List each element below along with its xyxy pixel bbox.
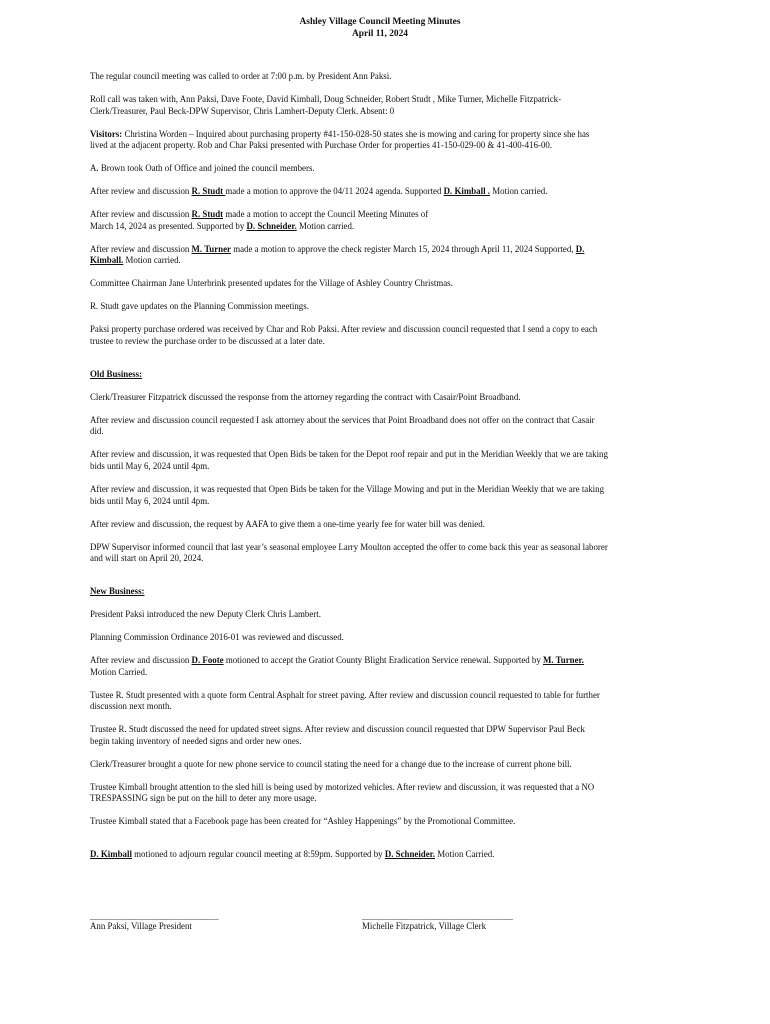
visitors-line-2: lived at the adjacent property. Rob and Char Paksi presented with Purchase Order for properties 41-150-029-00 & 41-400-416-00.	[90, 140, 553, 151]
new-business-p1: President Paksi introduced the new Deputy Clerk Chris Lambert.	[90, 609, 321, 620]
minutes-motion-paragraph	[90, 209, 670, 232]
agenda-text-b: made a motion to approve the 04/11 2024 agenda. Supported	[225, 186, 444, 197]
new-business-p3-text-c: Motion Carried.	[90, 666, 148, 677]
agenda-supporter: D. Kimball .	[443, 186, 490, 197]
christmas-paragraph: Committee Chairman Jane Unterbrink presented updates for the Village of Ashley Country Christmas.	[90, 278, 453, 289]
president-signature-line: _____________________________	[90, 911, 219, 921]
oath-paragraph: A. Brown took Oath of Office and joined the council members.	[90, 163, 315, 174]
minutes-text-d: Motion carried.	[296, 220, 355, 231]
new-business-p8: Trustee Kimball stated that a Facebook page has been created for “Ashley Happenings” by the Promotional Committee.	[90, 816, 516, 827]
agenda-mover: R. Studt	[191, 186, 226, 197]
old-business-p4	[90, 484, 670, 507]
check-text-a: After review and discussion	[90, 243, 192, 254]
new-business-p3-text-a: After review and discussion	[90, 655, 192, 666]
check-register-paragraph	[90, 244, 670, 267]
old-business-p2-line-1: After review and discussion council requested I ask attorney about the services that Point Broadband does not offer on the contract that Casair	[90, 414, 595, 425]
purchase-paragraph	[90, 324, 670, 347]
check-text-b: made a motion to approve the check register March 15, 2024 through April 11, 2024 Supported,	[231, 243, 576, 254]
new-business-p2: Planning Commission Ordinance 2016-01 was reviewed and discussed.	[90, 632, 344, 643]
visitors-label: Visitors:	[90, 128, 123, 139]
visitors-paragraph	[90, 129, 670, 152]
minutes-text-c: March 14, 2024 as presented. Supported by	[90, 220, 247, 231]
visitors-line-1: Christina Worden – Inquired about purchasing property #41-150-028-50 states she is mowing and caring for property since she has	[122, 128, 590, 139]
clerk-signature	[362, 912, 513, 933]
new-business-heading: New Business:	[90, 586, 145, 597]
new-business-p5	[90, 724, 670, 747]
purchase-line-1: Paksi property purchase ordered was received by Char and Rob Paksi. After review and discussion council requested that I send a copy to each	[90, 324, 598, 335]
check-mover: M. Turner	[191, 243, 231, 254]
check-supporter-part-2: Kimball.	[90, 255, 124, 266]
adjourn-text-b: Motion Carried.	[435, 849, 495, 860]
check-supporter-part-1: D.	[575, 243, 585, 254]
clerk-signature-line: __________________________________	[362, 911, 513, 921]
planning-paragraph: R. Studt gave updates on the Planning Commission meetings.	[90, 301, 309, 312]
title-line-2: April 11, 2024	[352, 29, 408, 39]
new-business-p3	[90, 655, 670, 678]
new-business-p7	[90, 782, 670, 805]
adjourn-supporter: D. Schneider.	[384, 849, 436, 860]
new-business-p7-line-1: Trustee Kimball brought attention to the sled hill is being used by motorized vehicles. After review and discussion, it was requested that a NO	[90, 781, 595, 792]
clerk-signature-name: Michelle Fitzpatrick, Village Clerk	[362, 921, 487, 931]
adjourn-text-a: motioned to adjourn regular council meeting at 8:59pm. Supported by	[131, 849, 385, 860]
new-business-p6: Clerk/Treasurer brought a quote for new phone service to council stating the need for a change due to the increase of current phone bill.	[90, 758, 572, 769]
old-business-p2-line-2: did.	[90, 426, 104, 437]
blight-supporter: M. Turner.	[543, 655, 584, 666]
president-signature	[90, 912, 219, 933]
minutes-text-b: made a motion to accept the Council Meeting Minutes of	[223, 209, 429, 220]
agenda-motion-paragraph	[90, 186, 670, 198]
agenda-text-c: Motion carried.	[490, 186, 548, 197]
president-signature-name: Ann Paksi, Village President	[90, 921, 192, 931]
document-title	[90, 16, 670, 40]
new-business-p4-line-2: discussion next month.	[90, 701, 172, 712]
old-business-p6-line-1: DPW Supervisor informed council that last year’s seasonal employee Larry Moulton accepted the offer to come back this year as seasonal laborer	[90, 541, 608, 552]
old-business-p3	[90, 449, 670, 472]
old-business-p6	[90, 542, 670, 565]
old-business-p3-line-1: After review and discussion, it was requested that Open Bids be taken for the Depot roof repair and put in the Meridian Weekly that we are taking	[90, 449, 608, 460]
call-to-order-paragraph: The regular council meeting was called to order at 7:00 p.m. by President Ann Paksi.	[90, 71, 392, 81]
old-business-p1: Clerk/Treasurer Fitzpatrick discussed the response from the attorney regarding the contract with Casair/Point Broadband.	[90, 391, 521, 402]
blight-mover: D. Foote	[191, 655, 224, 666]
new-business-p3-text-b: motioned to accept the Gratiot County Blight Eradication Service renewal. Supported by	[223, 655, 544, 666]
adjourn-paragraph	[90, 849, 670, 861]
minutes-document	[90, 16, 670, 872]
new-business-p7-line-2: TRESPASSING sign be put on the hill to deter any more usage.	[90, 793, 317, 804]
old-business-p3-line-2: bids until May 6, 2024 until 4pm.	[90, 460, 210, 471]
old-business-p2	[90, 415, 670, 438]
old-business-p6-line-2: and will start on April 20, 2024.	[90, 553, 204, 564]
roll-call-paragraph	[90, 94, 670, 117]
agenda-text-a: After review and discussion	[90, 186, 192, 197]
old-business-p4-line-1: After review and discussion, it was requested that Open Bids be taken for the Village Mowing and put in the Meridian Weekly that we are taking	[90, 483, 605, 494]
minutes-mover: R. Studt	[191, 209, 224, 220]
roll-call-line-2: Clerk/Treasurer, Paul Beck-DPW Supervisor, Chris Lambert-Deputy Clerk. Absent: 0	[90, 105, 395, 116]
adjourn-mover: D. Kimball	[90, 849, 132, 860]
old-business-p4-line-2: bids until May 6, 2024 until 4pm.	[90, 495, 210, 506]
purchase-line-2: trustee to review the purchase order to be discussed at a later date.	[90, 335, 325, 346]
new-business-p4-line-1: Tustee R. Studt presented with a quote form Central Asphalt for street paving. After review and discussion council requested to table for further	[90, 689, 600, 700]
new-business-p4	[90, 690, 670, 713]
new-business-p5-line-1: Trustee R. Studt discussed the need for updated street signs. After review and discussion council requested that DPW Supervisor Paul Beck	[90, 724, 585, 735]
new-business-p5-line-2: begin taking inventory of needed signs and order new ones.	[90, 735, 302, 746]
old-business-heading: Old Business:	[90, 368, 143, 379]
title-line-1: Ashley Village Council Meeting Minutes	[299, 17, 461, 27]
minutes-supporter: D. Schneider.	[246, 220, 297, 231]
roll-call-line-1: Roll call was taken with, Ann Paksi, Dave Foote, David Kimball, Doug Schneider, Robert Studt , Mike Turner, Michelle Fitzpatrick-	[90, 93, 562, 104]
minutes-text-a: After review and discussion	[90, 209, 192, 220]
old-business-p5: After review and discussion, the request by AAFA to give them a one-time yearly fee for water bill was denied.	[90, 518, 485, 529]
check-text-c: Motion carried.	[123, 255, 181, 266]
